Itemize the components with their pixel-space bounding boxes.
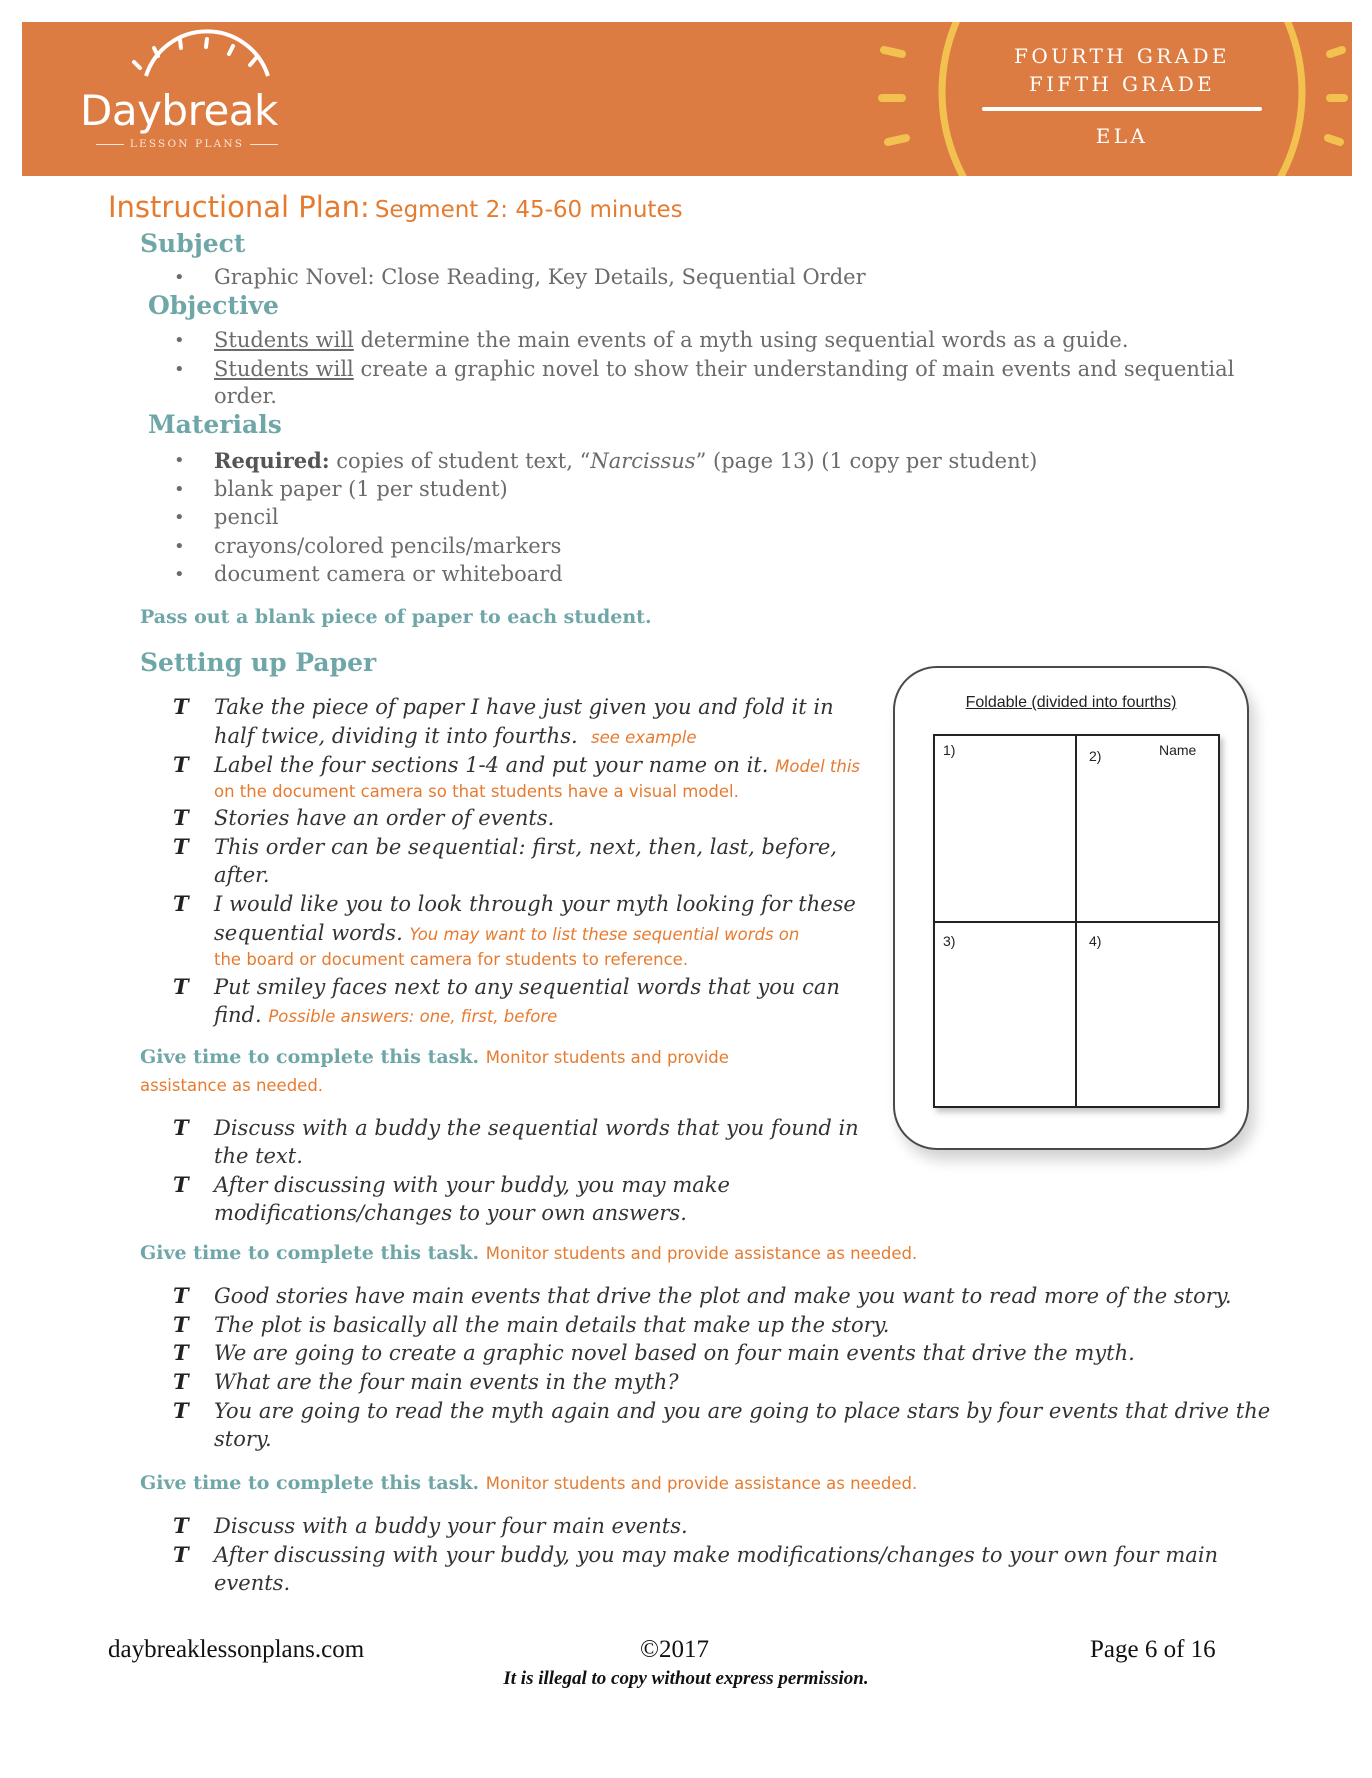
objective-item-2 bbox=[214, 356, 1234, 383]
teacher-line: modifications/changes to your own answers. bbox=[214, 1201, 687, 1225]
subject-item: Graphic Novel: Close Reading, Key Details, Sequential Order bbox=[214, 265, 866, 289]
plan-segment: Segment 2: 45-60 minutes bbox=[374, 197, 683, 223]
setup-heading: Setting up Paper bbox=[140, 648, 377, 677]
teacher-line: Stories have an order of events. bbox=[214, 806, 555, 830]
logo-subtext: LESSON PLANS bbox=[82, 138, 292, 150]
give-time-label: Give time to complete this task. bbox=[140, 1046, 480, 1068]
footer-copyright: ©2017 bbox=[640, 1636, 709, 1663]
section-label-2: 2) bbox=[1089, 748, 1102, 764]
teacher-text: Label the four sections 1-4 and put your name on it. bbox=[214, 753, 769, 777]
give-time-note: assistance as needed. bbox=[140, 1076, 324, 1095]
give-time-note: Monitor students and provide bbox=[485, 1048, 729, 1067]
teacher-line bbox=[214, 1002, 557, 1030]
objective-item-1 bbox=[214, 327, 1129, 354]
teacher-marker: T bbox=[173, 1513, 189, 1538]
grade-label-fifth: FIFTH GRADE bbox=[1028, 72, 1216, 96]
foldable-example bbox=[893, 666, 1249, 1150]
teacher-marker: T bbox=[173, 694, 189, 719]
teacher-note: Possible answers: one, first, before bbox=[268, 1007, 558, 1026]
plan-title bbox=[108, 190, 683, 224]
teacher-line: I would like you to look through your myth looking for these bbox=[214, 892, 856, 916]
bullet: • bbox=[174, 359, 185, 380]
give-time-instruction bbox=[140, 1046, 729, 1068]
header-banner bbox=[22, 22, 1352, 176]
teacher-marker: T bbox=[173, 1542, 189, 1567]
footer-page-number: Page 6 of 16 bbox=[1090, 1636, 1216, 1663]
teacher-marker: T bbox=[173, 1312, 189, 1337]
teacher-marker: T bbox=[173, 1369, 189, 1394]
bullet: • bbox=[174, 564, 185, 585]
teacher-line bbox=[214, 920, 799, 948]
teacher-marker: T bbox=[173, 834, 189, 859]
bullet: • bbox=[174, 536, 185, 557]
section-label-1: 1) bbox=[943, 742, 956, 758]
teacher-line bbox=[214, 723, 696, 751]
required-text: copies of student text, “ bbox=[329, 449, 591, 473]
teacher-line: events. bbox=[214, 1571, 291, 1595]
teacher-line: after. bbox=[214, 863, 270, 887]
teacher-line: Discuss with a buddy the sequential words that you found in bbox=[214, 1116, 859, 1140]
section-label-3: 3) bbox=[943, 933, 956, 949]
teacher-line: Take the piece of paper I have just given you and fold it in bbox=[214, 695, 834, 719]
give-time-instruction bbox=[140, 1242, 917, 1264]
teacher-line: You are going to read the myth again and you are going to place stars by four events that drive the bbox=[214, 1399, 1271, 1423]
teacher-line: This order can be sequential: first, next, then, last, before, bbox=[214, 835, 837, 859]
bullet: • bbox=[174, 479, 185, 500]
teacher-line: Discuss with a buddy your four main events. bbox=[214, 1514, 688, 1538]
required-text-end: ” (page 13) (1 copy per student) bbox=[695, 449, 1038, 473]
foldable-grid bbox=[933, 734, 1220, 1108]
objective-heading: Objective bbox=[148, 291, 279, 320]
teacher-note: You may want to list these sequential words on bbox=[409, 925, 800, 944]
give-time-instruction bbox=[140, 1472, 917, 1494]
give-time-label: Give time to complete this task. bbox=[140, 1472, 480, 1494]
objective-text-1: determine the main events of a myth using sequential words as a guide. bbox=[353, 328, 1129, 352]
teacher-line: What are the four main events in the myth? bbox=[214, 1370, 679, 1394]
teacher-marker: T bbox=[173, 974, 189, 999]
teacher-note: Model this bbox=[775, 757, 861, 776]
give-time-note: Monitor students and provide assistance as needed. bbox=[485, 1244, 918, 1263]
teacher-text: find. bbox=[214, 1003, 262, 1027]
teacher-marker: T bbox=[173, 805, 189, 830]
bullet: • bbox=[174, 450, 185, 471]
teacher-line bbox=[214, 752, 860, 780]
teacher-marker: T bbox=[173, 1115, 189, 1140]
required-label: Required: bbox=[214, 448, 330, 473]
teacher-line: The plot is basically all the main details that make up the story. bbox=[214, 1313, 890, 1337]
teacher-marker: T bbox=[173, 752, 189, 777]
bullet: • bbox=[174, 330, 185, 351]
objective-text-2: create a graphic novel to show their understanding of main events and sequential bbox=[353, 357, 1235, 381]
materials-item: pencil bbox=[214, 505, 279, 529]
plan-title-label: Instructional Plan: bbox=[108, 190, 370, 224]
footer-site: daybreaklessonplans.com bbox=[108, 1636, 365, 1663]
teacher-line: After discussing with your buddy, you may make modifications/changes to your own four main bbox=[214, 1543, 1219, 1567]
materials-required bbox=[214, 447, 1037, 475]
name-label: Name bbox=[1159, 742, 1197, 758]
objective-emphasis: Students will bbox=[214, 328, 354, 352]
teacher-marker: T bbox=[173, 1283, 189, 1308]
foldable-title: Foldable (divided into fourths) bbox=[965, 694, 1177, 711]
grade-label-fourth: FOURTH GRADE bbox=[1014, 44, 1230, 68]
section-label-4: 4) bbox=[1089, 933, 1102, 949]
teacher-line: the text. bbox=[214, 1144, 303, 1168]
subject-heading: Subject bbox=[140, 229, 246, 258]
required-title: Narcissus bbox=[590, 449, 696, 473]
teacher-note: on the document camera so that students have a visual model. bbox=[214, 782, 739, 801]
bullet: • bbox=[174, 507, 185, 528]
teacher-line: story. bbox=[214, 1427, 272, 1451]
fold-line-horizontal bbox=[935, 921, 1218, 923]
teacher-text: half twice, dividing it into fourths. bbox=[214, 724, 578, 748]
teacher-marker: T bbox=[173, 891, 189, 916]
teacher-line: Put smiley faces next to any sequential words that you can bbox=[214, 975, 840, 999]
bullet: • bbox=[174, 267, 185, 288]
objective-item-2-cont: order. bbox=[214, 384, 277, 408]
pass-out-instruction: Pass out a blank piece of paper to each student. bbox=[140, 606, 652, 628]
teacher-line: Good stories have main events that drive the plot and make you want to read more of the story. bbox=[214, 1284, 1232, 1308]
teacher-line: We are going to create a graphic novel based on four main events that drive the myth. bbox=[214, 1341, 1135, 1365]
teacher-text: sequential words. bbox=[214, 921, 403, 945]
teacher-marker: T bbox=[173, 1172, 189, 1197]
materials-heading: Materials bbox=[148, 410, 282, 439]
materials-item: blank paper (1 per student) bbox=[214, 477, 508, 501]
materials-item: document camera or whiteboard bbox=[214, 562, 563, 586]
give-time-label: Give time to complete this task. bbox=[140, 1242, 480, 1264]
teacher-marker: T bbox=[173, 1398, 189, 1423]
logo-text: Daybreak bbox=[80, 86, 278, 135]
teacher-line: After discussing with your buddy, you may make bbox=[214, 1173, 730, 1197]
teacher-marker: T bbox=[173, 1340, 189, 1365]
objective-emphasis: Students will bbox=[214, 357, 354, 381]
grade-divider bbox=[982, 107, 1262, 111]
teacher-note: see example bbox=[591, 728, 697, 747]
footer-warning: It is illegal to copy without express permission. bbox=[503, 1668, 869, 1689]
teacher-note: the board or document camera for students to reference. bbox=[214, 950, 689, 969]
give-time-note: Monitor students and provide assistance as needed. bbox=[485, 1474, 918, 1493]
materials-item: crayons/colored pencils/markers bbox=[214, 534, 562, 558]
subject-tag: ELA bbox=[1095, 124, 1149, 148]
